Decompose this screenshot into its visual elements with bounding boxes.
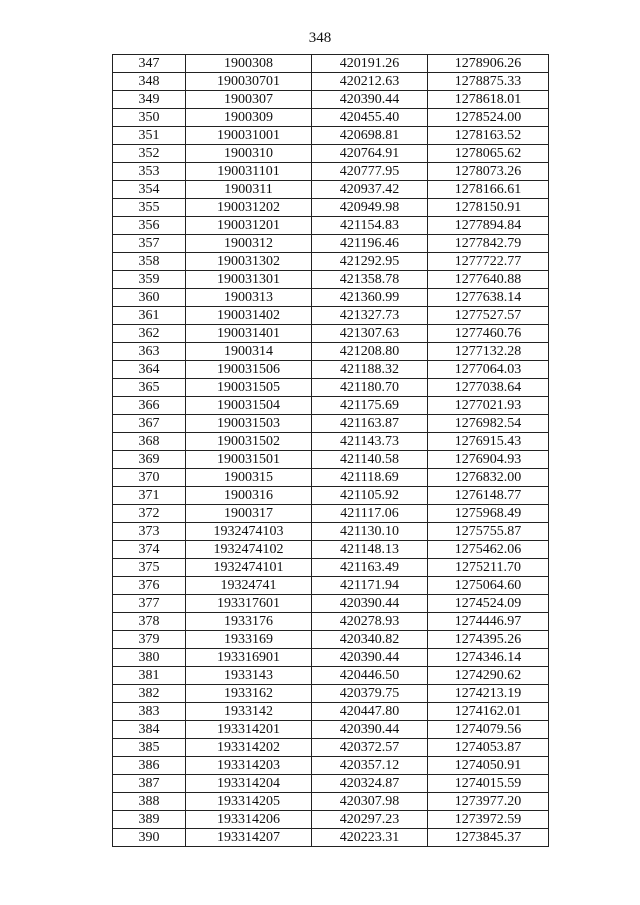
table-row [113, 829, 549, 847]
row-number-cell: 349 [113, 91, 186, 109]
table-row [113, 541, 549, 559]
x-coordinate-cell: 420212.63 [312, 73, 428, 91]
point-id-cell: 190030701 [186, 73, 312, 91]
point-id-cell: 1900314 [186, 343, 312, 361]
table-row [113, 55, 549, 73]
x-coordinate-cell: 420949.98 [312, 199, 428, 217]
x-coordinate-cell: 420307.98 [312, 793, 428, 811]
y-coordinate-cell: 1274346.14 [428, 649, 549, 667]
row-number-cell: 353 [113, 163, 186, 181]
table-row [113, 361, 549, 379]
row-number-cell: 358 [113, 253, 186, 271]
row-number-cell: 382 [113, 685, 186, 703]
table-row [113, 721, 549, 739]
y-coordinate-cell: 1274050.91 [428, 757, 549, 775]
table-row [113, 145, 549, 163]
point-id-cell: 1932474101 [186, 559, 312, 577]
x-coordinate-cell: 421358.78 [312, 271, 428, 289]
row-number-cell: 350 [113, 109, 186, 127]
table-row [113, 253, 549, 271]
y-coordinate-cell: 1277527.57 [428, 307, 549, 325]
x-coordinate-cell: 420937.42 [312, 181, 428, 199]
point-id-cell: 193314205 [186, 793, 312, 811]
y-coordinate-cell: 1273972.59 [428, 811, 549, 829]
y-coordinate-cell: 1277064.03 [428, 361, 549, 379]
x-coordinate-cell: 421196.46 [312, 235, 428, 253]
row-number-cell: 366 [113, 397, 186, 415]
point-id-cell: 1933143 [186, 667, 312, 685]
table-body [113, 55, 549, 847]
point-id-cell: 1932474103 [186, 523, 312, 541]
table-row [113, 613, 549, 631]
point-id-cell: 190031301 [186, 271, 312, 289]
y-coordinate-cell: 1273977.20 [428, 793, 549, 811]
point-id-cell: 190031401 [186, 325, 312, 343]
y-coordinate-cell: 1277842.79 [428, 235, 549, 253]
y-coordinate-cell: 1276982.54 [428, 415, 549, 433]
table-row [113, 271, 549, 289]
y-coordinate-cell: 1277640.88 [428, 271, 549, 289]
y-coordinate-cell: 1275211.70 [428, 559, 549, 577]
table-row [113, 325, 549, 343]
row-number-cell: 368 [113, 433, 186, 451]
row-number-cell: 360 [113, 289, 186, 307]
row-number-cell: 363 [113, 343, 186, 361]
point-id-cell: 1900308 [186, 55, 312, 73]
table-row [113, 487, 549, 505]
row-number-cell: 384 [113, 721, 186, 739]
row-number-cell: 381 [113, 667, 186, 685]
row-number-cell: 388 [113, 793, 186, 811]
point-id-cell: 190031502 [186, 433, 312, 451]
x-coordinate-cell: 420372.57 [312, 739, 428, 757]
row-number-cell: 383 [113, 703, 186, 721]
y-coordinate-cell: 1278163.52 [428, 127, 549, 145]
y-coordinate-cell: 1278150.91 [428, 199, 549, 217]
table-row [113, 631, 549, 649]
y-coordinate-cell: 1276148.77 [428, 487, 549, 505]
point-id-cell: 193314207 [186, 829, 312, 847]
y-coordinate-cell: 1274079.56 [428, 721, 549, 739]
x-coordinate-cell: 421163.87 [312, 415, 428, 433]
table-row [113, 415, 549, 433]
y-coordinate-cell: 1274015.59 [428, 775, 549, 793]
y-coordinate-cell: 1278618.01 [428, 91, 549, 109]
point-id-cell: 1900310 [186, 145, 312, 163]
table-row [113, 235, 549, 253]
y-coordinate-cell: 1278524.00 [428, 109, 549, 127]
x-coordinate-cell: 420324.87 [312, 775, 428, 793]
x-coordinate-cell: 420379.75 [312, 685, 428, 703]
row-number-cell: 364 [113, 361, 186, 379]
x-coordinate-cell: 420698.81 [312, 127, 428, 145]
point-id-cell: 190031501 [186, 451, 312, 469]
table-row [113, 199, 549, 217]
point-id-cell: 193314206 [186, 811, 312, 829]
table-row [113, 649, 549, 667]
point-id-cell: 190031505 [186, 379, 312, 397]
table-row [113, 775, 549, 793]
row-number-cell: 390 [113, 829, 186, 847]
table-row [113, 505, 549, 523]
point-id-cell: 1900311 [186, 181, 312, 199]
table-row [113, 667, 549, 685]
x-coordinate-cell: 421148.13 [312, 541, 428, 559]
x-coordinate-cell: 421117.06 [312, 505, 428, 523]
y-coordinate-cell: 1278875.33 [428, 73, 549, 91]
table-row [113, 127, 549, 145]
row-number-cell: 351 [113, 127, 186, 145]
row-number-cell: 354 [113, 181, 186, 199]
point-id-cell: 193317601 [186, 595, 312, 613]
y-coordinate-cell: 1274524.09 [428, 595, 549, 613]
y-coordinate-cell: 1277132.28 [428, 343, 549, 361]
x-coordinate-cell: 421154.83 [312, 217, 428, 235]
x-coordinate-cell: 420446.50 [312, 667, 428, 685]
x-coordinate-cell: 421175.69 [312, 397, 428, 415]
y-coordinate-cell: 1276832.00 [428, 469, 549, 487]
x-coordinate-cell: 420777.95 [312, 163, 428, 181]
row-number-cell: 348 [113, 73, 186, 91]
x-coordinate-cell: 420390.44 [312, 91, 428, 109]
x-coordinate-cell: 421307.63 [312, 325, 428, 343]
x-coordinate-cell: 421171.94 [312, 577, 428, 595]
y-coordinate-cell: 1277722.77 [428, 253, 549, 271]
row-number-cell: 359 [113, 271, 186, 289]
x-coordinate-cell: 421105.92 [312, 487, 428, 505]
table-row [113, 73, 549, 91]
y-coordinate-cell: 1276915.43 [428, 433, 549, 451]
table-row [113, 289, 549, 307]
table-row [113, 91, 549, 109]
row-number-cell: 361 [113, 307, 186, 325]
x-coordinate-cell: 421360.99 [312, 289, 428, 307]
table-row [113, 559, 549, 577]
y-coordinate-cell: 1276904.93 [428, 451, 549, 469]
row-number-cell: 367 [113, 415, 186, 433]
y-coordinate-cell: 1275755.87 [428, 523, 549, 541]
point-id-cell: 1900307 [186, 91, 312, 109]
row-number-cell: 369 [113, 451, 186, 469]
table-row [113, 523, 549, 541]
row-number-cell: 347 [113, 55, 186, 73]
point-id-cell: 190031101 [186, 163, 312, 181]
row-number-cell: 355 [113, 199, 186, 217]
point-id-cell: 193314204 [186, 775, 312, 793]
row-number-cell: 371 [113, 487, 186, 505]
y-coordinate-cell: 1277021.93 [428, 397, 549, 415]
x-coordinate-cell: 420357.12 [312, 757, 428, 775]
point-id-cell: 1932474102 [186, 541, 312, 559]
table-row [113, 685, 549, 703]
y-coordinate-cell: 1278166.61 [428, 181, 549, 199]
coordinate-table [112, 54, 549, 847]
x-coordinate-cell: 420390.44 [312, 595, 428, 613]
point-id-cell: 190031302 [186, 253, 312, 271]
row-number-cell: 357 [113, 235, 186, 253]
y-coordinate-cell: 1274213.19 [428, 685, 549, 703]
table-row [113, 109, 549, 127]
x-coordinate-cell: 421188.32 [312, 361, 428, 379]
point-id-cell: 190031201 [186, 217, 312, 235]
row-number-cell: 377 [113, 595, 186, 613]
row-number-cell: 389 [113, 811, 186, 829]
point-id-cell: 193314203 [186, 757, 312, 775]
y-coordinate-cell: 1275462.06 [428, 541, 549, 559]
table-row [113, 217, 549, 235]
point-id-cell: 19324741 [186, 577, 312, 595]
table-row [113, 163, 549, 181]
x-coordinate-cell: 420223.31 [312, 829, 428, 847]
table-row [113, 397, 549, 415]
table-row [113, 433, 549, 451]
y-coordinate-cell: 1275968.49 [428, 505, 549, 523]
x-coordinate-cell: 421208.80 [312, 343, 428, 361]
point-id-cell: 1933169 [186, 631, 312, 649]
y-coordinate-cell: 1274446.97 [428, 613, 549, 631]
y-coordinate-cell: 1277460.76 [428, 325, 549, 343]
table-row [113, 307, 549, 325]
point-id-cell: 1900309 [186, 109, 312, 127]
point-id-cell: 190031503 [186, 415, 312, 433]
row-number-cell: 378 [113, 613, 186, 631]
table-row [113, 739, 549, 757]
point-id-cell: 190031402 [186, 307, 312, 325]
point-id-cell: 193314201 [186, 721, 312, 739]
row-number-cell: 380 [113, 649, 186, 667]
point-id-cell: 190031504 [186, 397, 312, 415]
row-number-cell: 375 [113, 559, 186, 577]
table-row [113, 181, 549, 199]
x-coordinate-cell: 420764.91 [312, 145, 428, 163]
x-coordinate-cell: 420340.82 [312, 631, 428, 649]
x-coordinate-cell: 421130.10 [312, 523, 428, 541]
point-id-cell: 1900312 [186, 235, 312, 253]
point-id-cell: 1900313 [186, 289, 312, 307]
y-coordinate-cell: 1277638.14 [428, 289, 549, 307]
y-coordinate-cell: 1274290.62 [428, 667, 549, 685]
table-row [113, 451, 549, 469]
y-coordinate-cell: 1274053.87 [428, 739, 549, 757]
x-coordinate-cell: 420297.23 [312, 811, 428, 829]
point-id-cell: 190031506 [186, 361, 312, 379]
point-id-cell: 1900315 [186, 469, 312, 487]
row-number-cell: 386 [113, 757, 186, 775]
row-number-cell: 373 [113, 523, 186, 541]
y-coordinate-cell: 1274395.26 [428, 631, 549, 649]
x-coordinate-cell: 420390.44 [312, 649, 428, 667]
table-row [113, 343, 549, 361]
x-coordinate-cell: 421143.73 [312, 433, 428, 451]
x-coordinate-cell: 421327.73 [312, 307, 428, 325]
point-id-cell: 193314202 [186, 739, 312, 757]
x-coordinate-cell: 420390.44 [312, 721, 428, 739]
table-row [113, 793, 549, 811]
point-id-cell: 1933176 [186, 613, 312, 631]
y-coordinate-cell: 1273845.37 [428, 829, 549, 847]
row-number-cell: 356 [113, 217, 186, 235]
y-coordinate-cell: 1275064.60 [428, 577, 549, 595]
row-number-cell: 362 [113, 325, 186, 343]
point-id-cell: 1900316 [186, 487, 312, 505]
table-row [113, 379, 549, 397]
x-coordinate-cell: 421140.58 [312, 451, 428, 469]
table-row [113, 811, 549, 829]
table-row [113, 703, 549, 721]
table-row [113, 595, 549, 613]
y-coordinate-cell: 1278073.26 [428, 163, 549, 181]
table-row [113, 757, 549, 775]
row-number-cell: 352 [113, 145, 186, 163]
table-row [113, 469, 549, 487]
x-coordinate-cell: 421292.95 [312, 253, 428, 271]
x-coordinate-cell: 421163.49 [312, 559, 428, 577]
y-coordinate-cell: 1274162.01 [428, 703, 549, 721]
point-id-cell: 190031202 [186, 199, 312, 217]
x-coordinate-cell: 421180.70 [312, 379, 428, 397]
table-row [113, 577, 549, 595]
x-coordinate-cell: 420278.93 [312, 613, 428, 631]
row-number-cell: 374 [113, 541, 186, 559]
x-coordinate-cell: 421118.69 [312, 469, 428, 487]
x-coordinate-cell: 420455.40 [312, 109, 428, 127]
point-id-cell: 190031001 [186, 127, 312, 145]
point-id-cell: 1933162 [186, 685, 312, 703]
point-id-cell: 1900317 [186, 505, 312, 523]
point-id-cell: 193316901 [186, 649, 312, 667]
page-number: 348 [308, 30, 332, 46]
row-number-cell: 385 [113, 739, 186, 757]
row-number-cell: 387 [113, 775, 186, 793]
row-number-cell: 365 [113, 379, 186, 397]
x-coordinate-cell: 420447.80 [312, 703, 428, 721]
x-coordinate-cell: 420191.26 [312, 55, 428, 73]
point-id-cell: 1933142 [186, 703, 312, 721]
row-number-cell: 372 [113, 505, 186, 523]
row-number-cell: 376 [113, 577, 186, 595]
y-coordinate-cell: 1277038.64 [428, 379, 549, 397]
row-number-cell: 379 [113, 631, 186, 649]
y-coordinate-cell: 1277894.84 [428, 217, 549, 235]
y-coordinate-cell: 1278906.26 [428, 55, 549, 73]
row-number-cell: 370 [113, 469, 186, 487]
y-coordinate-cell: 1278065.62 [428, 145, 549, 163]
